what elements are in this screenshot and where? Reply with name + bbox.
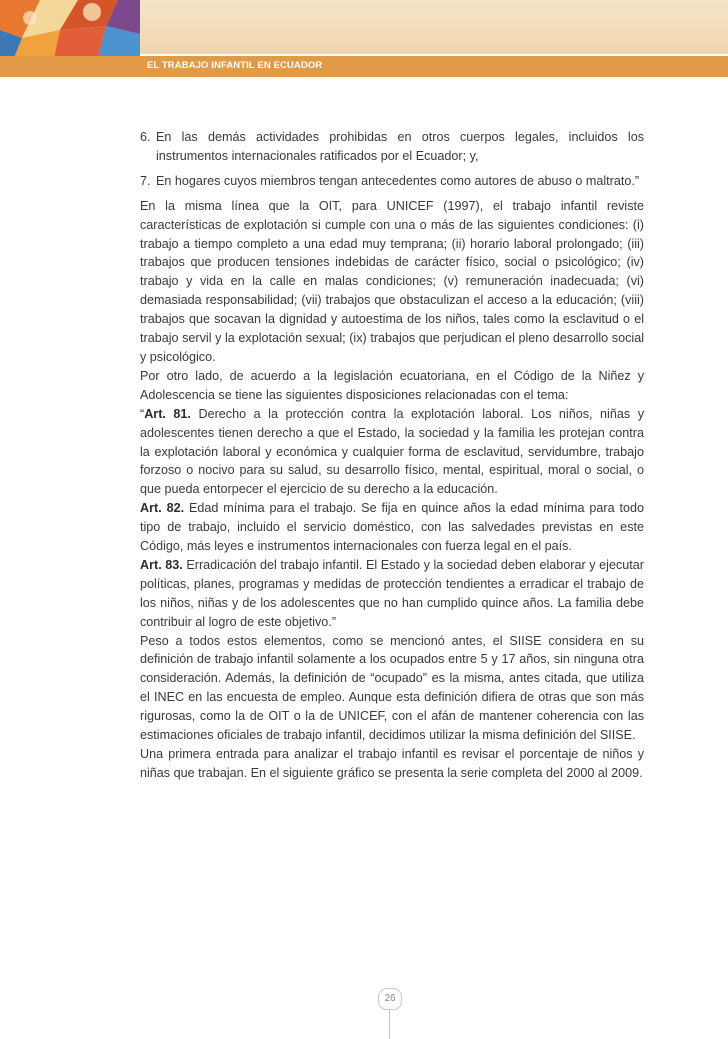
article-label: Art. 82. — [140, 501, 185, 516]
paragraph-unicef: En la misma línea que la OIT, para UNICEF (1997), el trabajo infantil reviste características de explotación si cumple con una o más de las siguientes condiciones: (i) trabajo a tiempo completo a una edad muy temprana; (ii) horario laboral prolongado; (iii) trabajos que producen tensiones indebidas de carácter físico, social o psicológico; (iv) trabajo y vida en la calle en malas condiciones; (v) remuneración inadecuada; (vi) demasiada responsabilidad; (vii) trabajos que obstaculizan el acceso a la educación; (viii) trabajos que socavan la dignidad y autoestima de los niños, tales como la esclavitud o el trabajo servil y la explotación sexual; (ix) trabajos que perjudican el pleno desarrollo social y psicológico. — [140, 198, 644, 364]
article-82 — [140, 499, 644, 556]
article-text: Edad mínima para el trabajo. Se fija en quince años la edad mínima para todo tipo de trabajo, incluido el servicio doméstico, con las salvedades previstas en este Código, más leyes e instrumentos internacionales con fuerza legal en el país. — [140, 501, 644, 554]
article-text: Derecho a la protección contra la explotación laboral. Los niños, niñas y adolescentes tienen derecho a que el Estado, la sociedad y la familia les protejan contra la explotación laboral y económica y cualquier forma de esclavitud, servidumbre, trabajo forzoso o nocivo para su salud, su desarrollo físico, mental, espiritual, moral o social, o que pueda entorpecer el ejercicio de su derecho a la educación. — [140, 406, 644, 497]
running-header — [0, 56, 728, 77]
paragraph-intro-chart: Una primera entrada para analizar el trabajo infantil es revisar el porcentaje de niños y niñas que trabajan. En el siguiente gráfico se presenta la serie completa del 2000 al 2009. — [140, 747, 644, 780]
running-header-title: EL TRABAJO INFANTIL EN ECUADOR — [147, 60, 323, 71]
list-item — [140, 128, 644, 166]
list-text: En las demás actividades prohibidas en otros cuerpos legales, incluidos los instrumentos internacionales ratificados por el Ecuador; y, — [156, 130, 644, 163]
list-number: 6. — [140, 130, 151, 144]
page-number-line — [389, 1009, 390, 1039]
mosaic-decoration — [0, 0, 140, 58]
article-83 — [140, 556, 644, 632]
list-item — [140, 172, 644, 191]
list-number: 7. — [140, 173, 151, 188]
article-label: Art. 81. — [144, 406, 191, 421]
article-text: Erradicación del trabajo infantil. El Estado y la sociedad deben elaborar y ejecutar políticas, planes, programas y medidas de protección tendientes a erradicar el trabajo de los niños, niñas y de los adolescentes que no han cumplido quince años. La familia debe contribuir al logro de este objetivo.” — [140, 557, 644, 629]
page-number: 26 — [378, 988, 402, 1010]
article-81 — [140, 405, 644, 500]
quote-mark: “ — [140, 406, 145, 421]
paragraph-legislation: Por otro lado, de acuerdo a la legislación ecuatoriana, en el Código de la Niñez y Adolescencia se tiene las siguientes disposiciones relacionadas con el tema: — [140, 368, 644, 402]
paragraph-siise: Peso a todos estos elementos, como se mencionó antes, el SIISE considera en su definición de trabajo infantil solamente a los ocupados entre 5 y 17 años, sin ninguna otra consideración. Además, la definición de “ocupado” es la misma, antes citada, que utiliza el INEC en las encuesta de empleo. Aunque esta definición difiera de otras que son más rigurosas, como la de OIT o la de UNICEF, con el afán de mantener coherencia con las estimaciones oficiales de trabajo infantil, decidimos utilizar la misma definición del SIISE. — [140, 633, 644, 743]
list-text: En hogares cuyos miembros tengan antecedentes como autores de abuso o maltrato.” — [156, 173, 640, 188]
article-label: Art. 83. — [140, 557, 183, 572]
page-content — [140, 128, 644, 783]
